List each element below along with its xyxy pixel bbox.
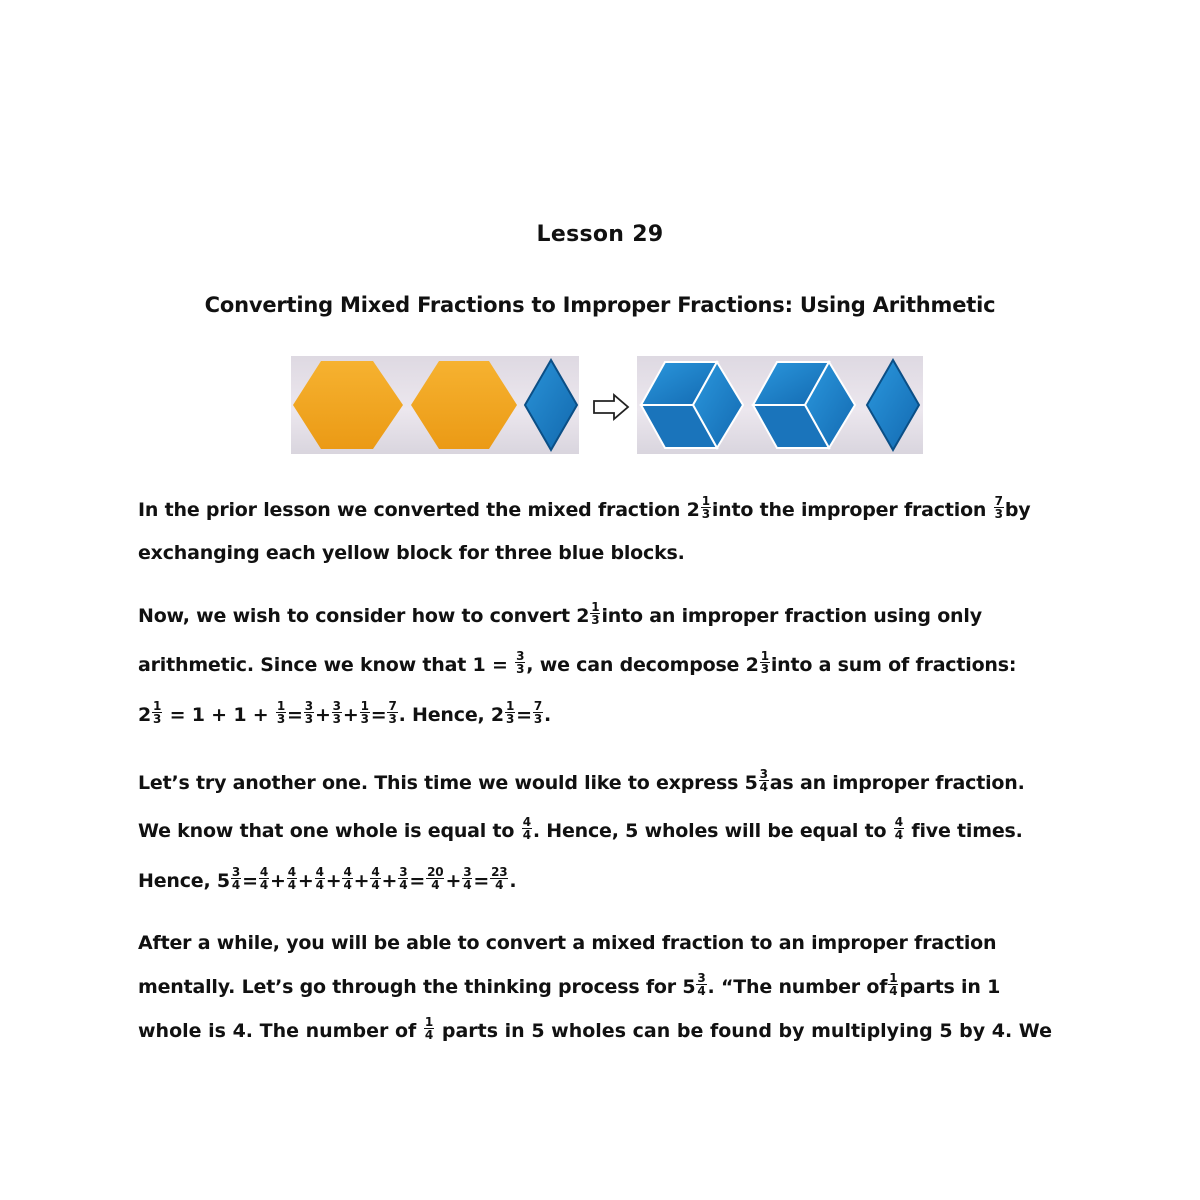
pattern-blocks-before	[291, 356, 579, 454]
paragraph-mental-line2: mentally. Let’s go through the thinking process for 5 $\frac{3}{4}$ . “The number of $\frac{1}{4}$ parts in 1	[138, 971, 1001, 998]
paragraph-intro-line1	[138, 494, 1078, 521]
text: by	[1004, 499, 1031, 521]
equation-5-3-4: Hence, 5 $\frac{3}{4}$ = $\frac{4}{4}$ + $\frac{4}{4}$ + $\frac{4}{4}$ + $\frac{4}{4}$ + $\frac{4}{4}$ + $\frac{3}{4}$ = $\frac{20}{4}$ + $\frac{3}{4}$ = $\frac{23}{4}$ .	[138, 865, 517, 892]
yellow-hexagon	[293, 361, 403, 449]
blue-rhombus	[525, 360, 577, 450]
paragraph-mental-line3-cropped: whole is 4. The number of $\frac{1}{4}$ parts in 5 wholes can be found by multiplying 5 by 4. We	[138, 1015, 1052, 1042]
paragraph-another-line1: Let’s try another one. This time we would like to express 5 $\frac{3}{4}$ as an improper fraction.	[138, 767, 1025, 794]
lesson-subtitle: Converting Mixed Fractions to Improper Fractions: Using Arithmetic	[204, 293, 996, 317]
paragraph-another-line2: We know that one whole is equal to $\frac{4}{4}$ . Hence, 5 wholes will be equal to $\frac{4}{4}$ five times.	[138, 815, 1023, 842]
text: into the improper fraction	[711, 499, 987, 521]
pattern-blocks-after	[637, 356, 923, 454]
lesson-title: Lesson 29	[536, 222, 664, 247]
yellow-hexagon	[411, 361, 517, 449]
paragraph-arith-line1: Now, we wish to consider how to convert 2 $\frac{1}{3}$ into an improper fraction using only	[138, 600, 982, 627]
paragraph-mental-line1: After a while, you will be able to convert a mixed fraction to an improper fraction	[138, 932, 997, 954]
fraction: $\frac{7}{3}$	[994, 494, 1003, 521]
paragraph-arith-line2: arithmetic. Since we know that 1 = $\frac{3}{3}$ , we can decompose 2 $\frac{1}{3}$ into a sum of fractions:	[138, 649, 1017, 676]
fraction: $\frac{1}{3}$	[701, 494, 710, 521]
blue-rhombus	[867, 360, 919, 450]
text: In the prior lesson we converted the mixed fraction 2	[138, 499, 700, 521]
paragraph-intro-line2: exchanging each yellow block for three blue blocks.	[138, 542, 685, 564]
equation-2-1-3: 2 $\frac{1}{3}$ = 1 + 1 + $\frac{1}{3}$ = $\frac{3}{3}$ + $\frac{3}{3}$ + $\frac{1}{3}$ = $\frac{7}{3}$ . Hence, 2 $\frac{1}{3}$ = $\frac{7}{3}$ .	[138, 699, 552, 726]
right-arrow-icon	[592, 393, 630, 421]
